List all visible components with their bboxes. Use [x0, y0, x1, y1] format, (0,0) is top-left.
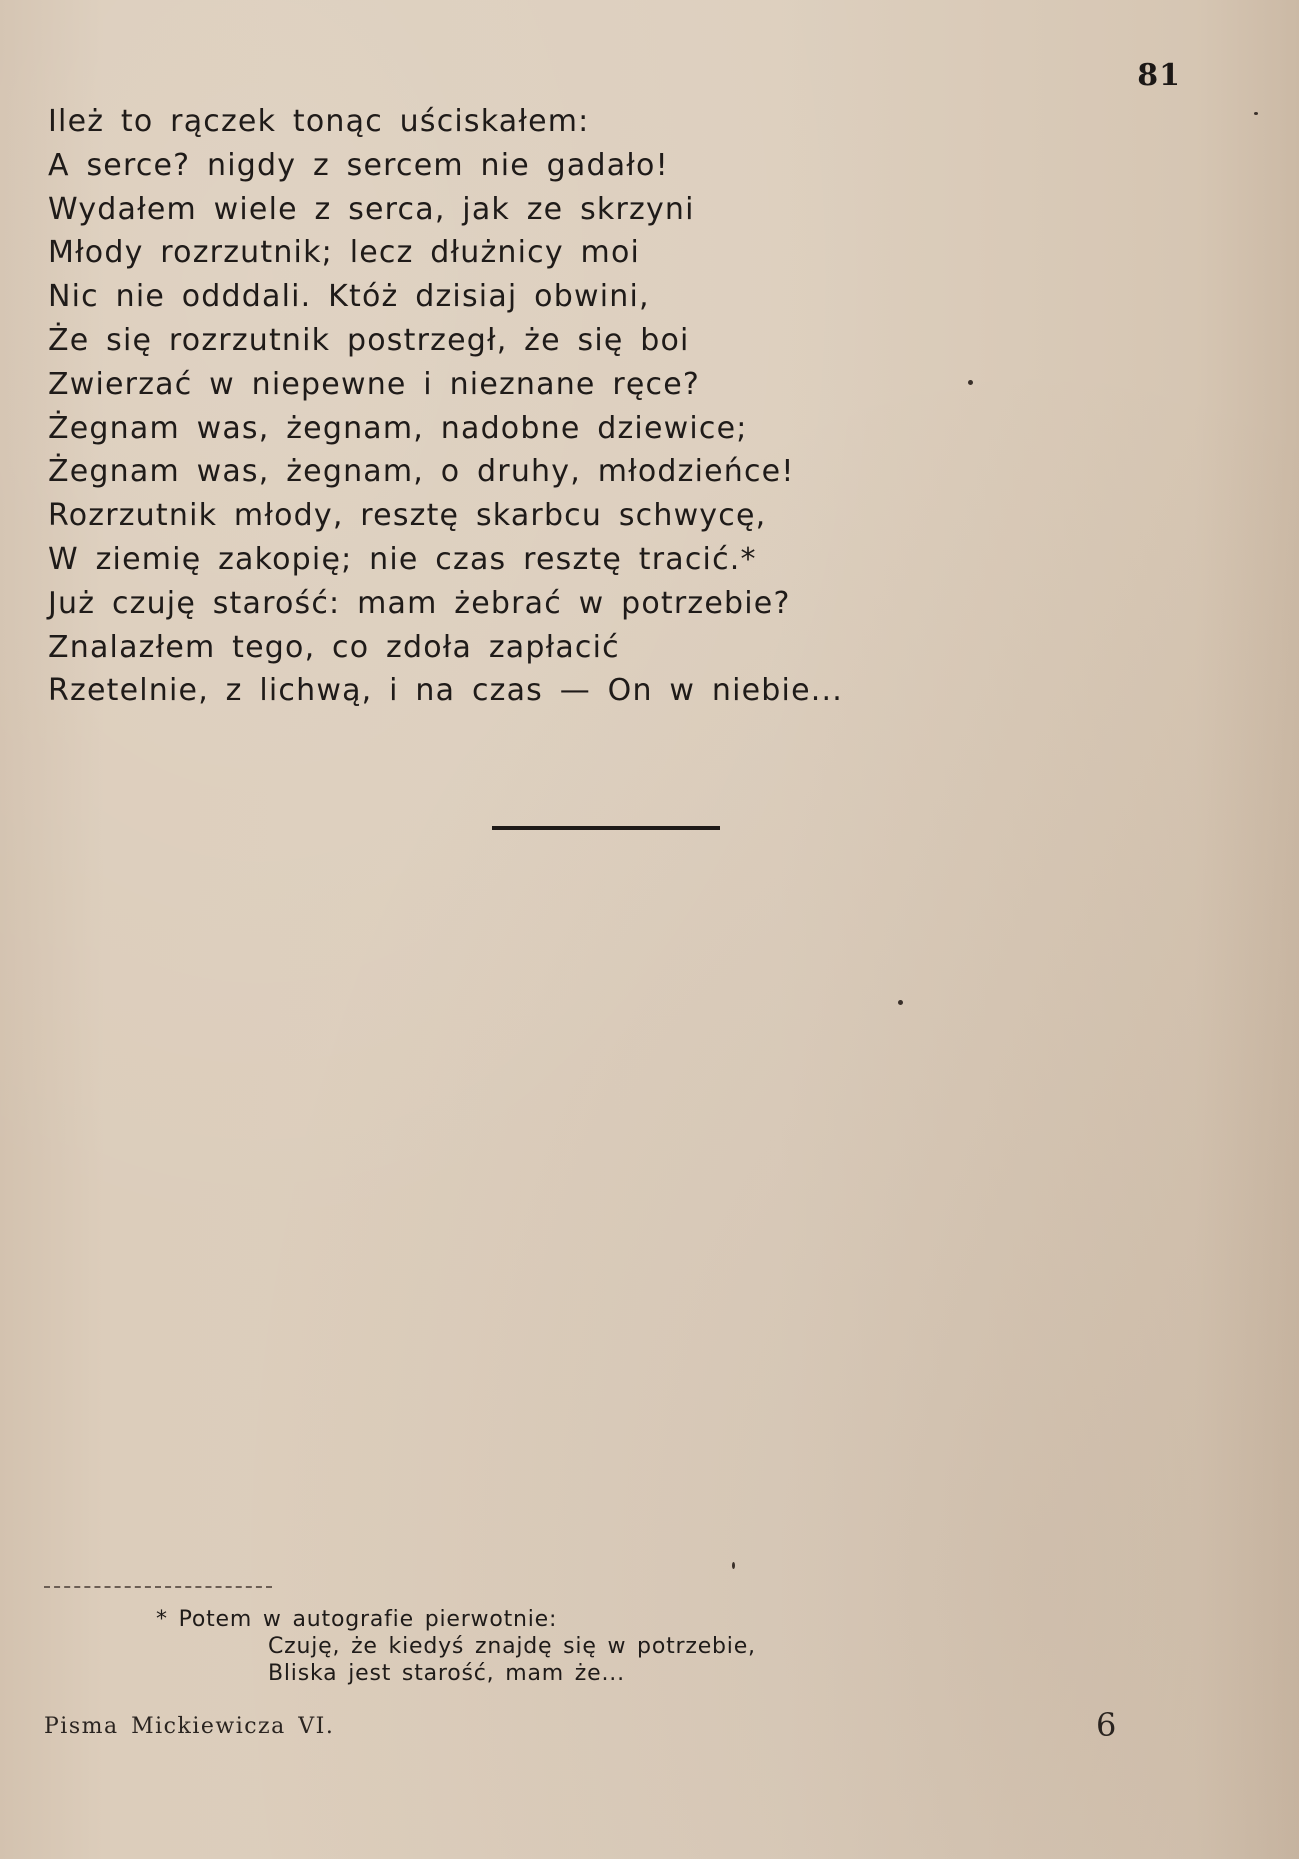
- footnote: [156, 1606, 756, 1687]
- footnote-variant-line: Czuję, że kiedyś znajdę się w potrzebie,: [268, 1634, 756, 1659]
- poem-line: Już czuję starość: mam żebrać w potrzebie?: [48, 585, 791, 621]
- poem-line: Rozrzutnik młody, resztę skarbcu schwycę,: [48, 498, 767, 534]
- paper-speck: [1254, 112, 1258, 115]
- poem-line: Żegnam was, żegnam, o druhy, młodzieńce!: [48, 454, 795, 490]
- footnote-rule: [44, 1586, 272, 1588]
- section-divider: [492, 826, 720, 830]
- paper-speck: [898, 1000, 903, 1005]
- poem-line: W ziemię zakopię; nie czas resztę tracić.*: [48, 541, 757, 577]
- poem-line: Znalazłem tego, co zdoła zapłacić: [48, 629, 620, 665]
- poem-line: Wydałem wiele z serca, jak ze skrzyni: [48, 191, 695, 227]
- paper-speck: [968, 380, 973, 385]
- footnote-variant-line: Bliska jest starość, mam że...: [268, 1661, 625, 1686]
- poem-line: Ileż to rączek tonąc uściskałem:: [48, 104, 590, 139]
- poem-line: Że się rozrzutnik postrzegł, że się boi: [48, 322, 690, 358]
- poem-line: Młody rozrzutnik; lecz dłużnicy moi: [48, 235, 641, 271]
- page-number: 81: [1137, 58, 1181, 93]
- printer-signature: Pisma Mickiewicza VI.: [44, 1714, 335, 1739]
- paper-speck: [732, 1562, 735, 1569]
- poem-stanza: [48, 100, 948, 713]
- signature-mark: 6: [1096, 1706, 1117, 1744]
- poem-line: Nic nie odddali. Któż dzisiaj obwini,: [48, 279, 650, 315]
- poem-line: Rzetelnie, z lichwą, i na czas — On w niebie...: [48, 673, 843, 709]
- poem-line: A serce? nigdy z sercem nie gadało!: [48, 147, 669, 183]
- poem-line: Zwierzać w niepewne i nieznane ręce?: [48, 366, 700, 402]
- footnote-intro: * Potem w autografie pierwotnie:: [156, 1607, 558, 1632]
- poem-line: Żegnam was, żegnam, nadobne dziewice;: [48, 410, 748, 446]
